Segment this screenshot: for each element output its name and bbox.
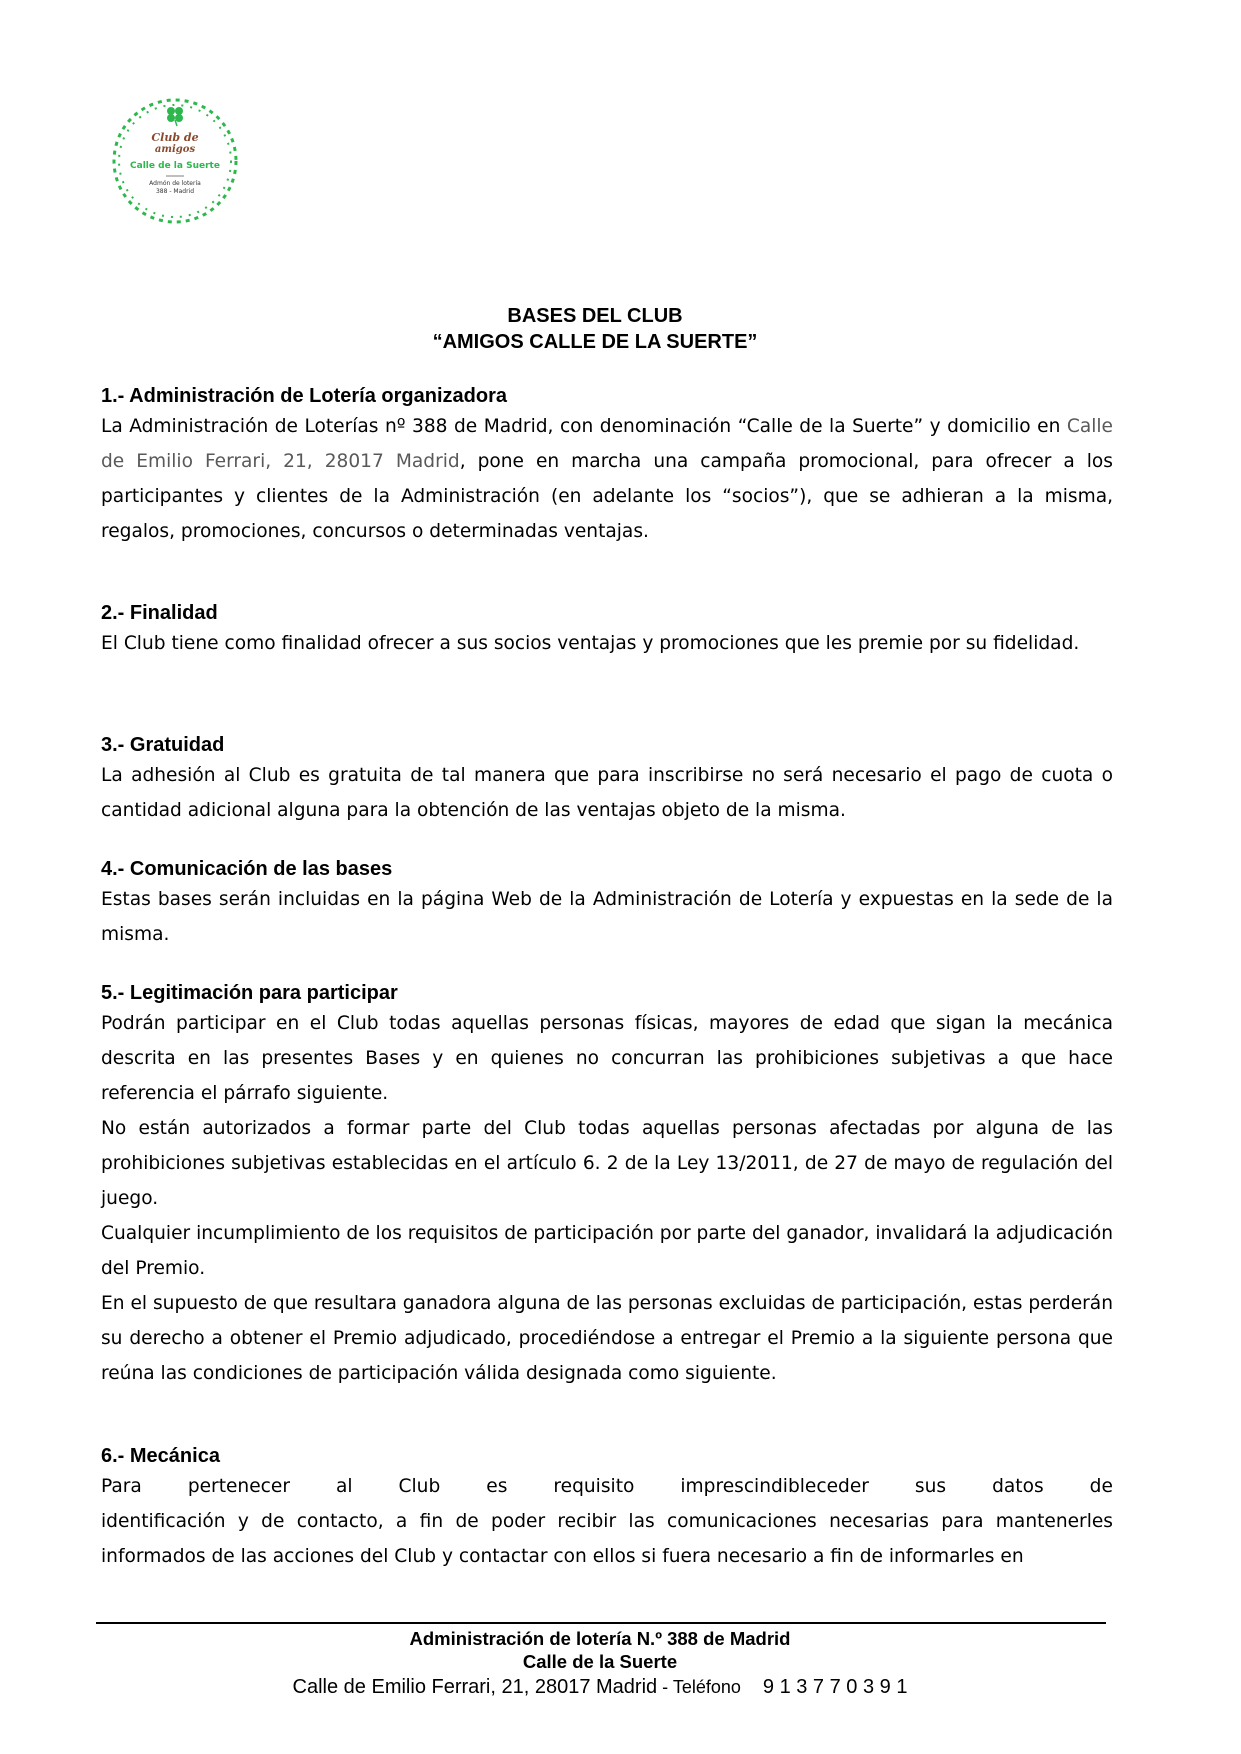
section-4-paragraph: Estas bases serán incluidas en la página Web de la Administración de Lotería y expuestas en la sede de la misma. [101,889,1113,945]
logo-text-4: Admón de lotería [149,180,201,187]
section-2 [101,600,1113,661]
section-6-paragraph: identificación y de contacto, a fin de poder recibir las comunicaciones necesarias para mantenerles informados de las acciones del Club y contactar con ellos si fuera necesario a fin de informarles en [101,1511,1113,1567]
section-5-paragraph-2: No están autorizados a formar parte del Club todas aquellas personas afectadas por alguna de las prohibiciones subjetivas establecidas en el artículo 6. 2 de la Ley 13/2011, de 27 de mayo de regulación del juego. [101,1118,1113,1209]
mech-word: requisito [553,1476,635,1497]
logo-text-1: Club de [151,131,199,144]
mech-word: datos [992,1476,1044,1497]
document-title-line-2: “AMIGOS CALLE DE LA SUERTE” [432,331,758,353]
section-3 [101,732,1113,828]
mech-word: Para [101,1476,142,1497]
footer-divider [96,1622,1106,1624]
footer-phone[interactable]: 9 1 3 7 7 0 3 9 1 [762,1676,908,1698]
footer-contact-line [0,1675,1200,1699]
section-2-heading: 2.- Finalidad [101,602,218,624]
clover-icon [167,107,183,122]
mech-word: Club [398,1476,441,1497]
section-6 [101,1443,1113,1574]
section-5-heading: 5.- Legitimación para participar [101,982,398,1004]
section-1-paragraph [101,409,1113,549]
section-1-text-b: , pone en marcha una campaña promocional, para ofrecer a los participantes y clientes de la Administración (en adelante los “socios”), que se adhieran a la misma, regalos, promociones, concursos o determinadas ventajas. [101,451,1113,542]
mech-word: de [1089,1476,1113,1497]
logo-text-5: 388 - Madrid [155,188,195,195]
section-3-paragraph: La adhesión al Club es gratuita de tal manera que para inscribirse no será necesario el pago de cuota o cantidad adicional alguna para la obtención de las ventajas objeto de la misma. [101,765,1113,821]
section-3-heading: 3.- Gratuidad [101,734,225,756]
section-6-heading: 6.- Mecánica [101,1445,220,1467]
organizer-address: Calle de Emilio Ferrari, 21, 28017 Madrid [101,416,1113,472]
document-title-line-1: BASES DEL CLUB [507,305,683,327]
club-logo [110,96,240,226]
footer-club-name: Calle de la Suerte [522,1651,678,1672]
mech-word: al [335,1476,353,1497]
section-5-paragraph-4: En el supuesto de que resultara ganadora alguna de las personas excluidas de participación, estas perderán su derecho a obtener el Premio adjudicado, procediéndose a entregar el Premio a la siguiente persona que reúna las condiciones de participación válida designada como siguiente. [101,1293,1113,1384]
section-4-heading: 4.- Comunicación de las bases [101,858,393,880]
section-6-first-line [101,1469,1113,1504]
mech-word: imprescindibleceder [680,1476,869,1497]
section-1-heading: 1.- Administración de Lotería organizadora [101,385,507,407]
section-2-paragraph: El Club tiene como finalidad ofrecer a sus socios ventajas y promociones que les premie por su fidelidad. [101,633,1080,654]
section-1 [101,383,1113,549]
mech-word: sus [914,1476,947,1497]
logo-text-3: Calle de la Suerte [130,161,220,171]
mech-word: pertenecer [187,1476,290,1497]
footer-phone-label: - Teléfono [657,1677,741,1697]
section-5 [101,980,1113,1391]
section-5-paragraph-1: Podrán participar en el Club todas aquellas personas físicas, mayores de edad que sigan la mecánica descrita en las presentes Bases y en quienes no concurran las prohibiciones subjetivas a que hace referencia el párrafo siguiente. [101,1013,1113,1104]
laurel-wreath-icon [110,96,240,226]
footer-admin-name: Administración de lotería N.º 388 de Madrid [409,1628,791,1649]
section-1-text-a: La Administración de Loterías nº 388 de Madrid, con denominación “Calle de la Suerte” y domicilio en [101,416,1067,437]
logo-text-2: amigos [154,144,196,155]
footer-address: Calle de Emilio Ferrari, 21, 28017 Madrid [292,1676,658,1698]
section-5-paragraph-3: Cualquier incumplimiento de los requisitos de participación por parte del ganador, invalidará la adjudicación del Premio. [101,1223,1113,1279]
mech-word: es [486,1476,508,1497]
section-4 [101,856,1113,952]
